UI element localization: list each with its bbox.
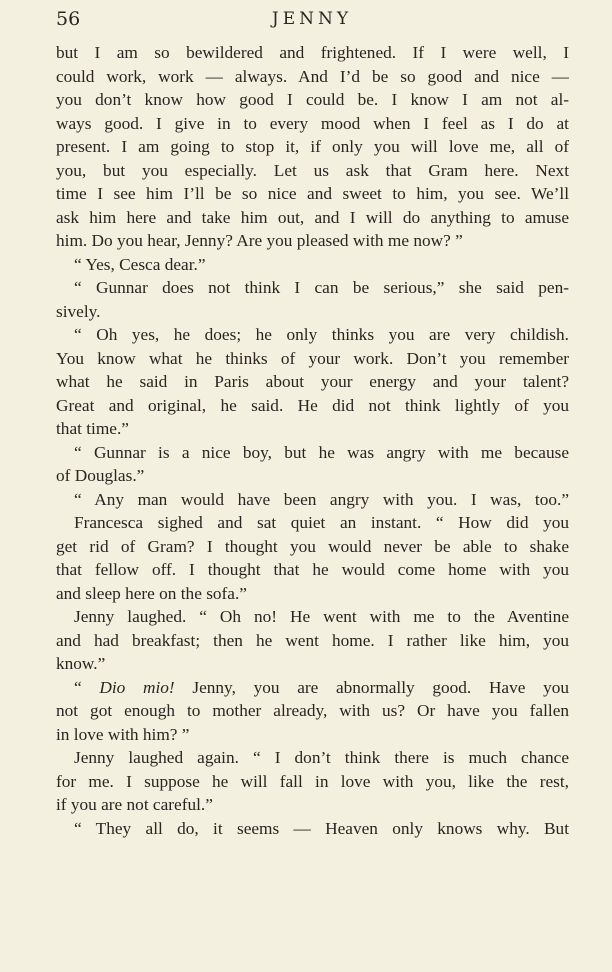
text-line: “ Gunnar is a nice boy, but he was angry with me because bbox=[74, 442, 569, 462]
text-line: and had breakfast; then he went home. I rather like him, you bbox=[56, 630, 569, 650]
text-line: that time.” bbox=[56, 419, 129, 438]
text-line: what he said in Paris about your energy and your talent? bbox=[56, 372, 569, 391]
text-line: could work, work — always. And I’d be so good and nice — bbox=[56, 66, 569, 86]
text-line: for me. I suppose he will fall in love with you, like the rest, bbox=[56, 771, 569, 791]
text-line: Francesca sighed and sat quiet an instant. “ How did you bbox=[74, 513, 569, 532]
text-line: ways good. I give in to every mood when I feel as I do at bbox=[56, 113, 569, 133]
text-line: if you are not careful.” bbox=[56, 795, 213, 814]
text-line: you, but you especially. Let us ask that Gram here. Next bbox=[56, 160, 569, 180]
text-line: and sleep here on the sofa.” bbox=[56, 583, 247, 603]
text-line: ask him here and take him out, and I will do anything to amuse bbox=[56, 207, 569, 227]
text-line: that fellow off. I thought that he would come home with you bbox=[56, 560, 569, 579]
text-line: Jenny laughed. “ Oh no! He went with me to the Aventine bbox=[74, 607, 569, 626]
text-line: “ Any man would have been angry with you. I was, too.” bbox=[74, 489, 569, 509]
text-line: you don’t know how good I could be. I know I am not al- bbox=[56, 90, 569, 109]
page-number: 56 bbox=[56, 8, 81, 30]
running-title: JENNY bbox=[271, 9, 353, 29]
text-line: “ Oh yes, he does; he only thinks you are very childish. bbox=[74, 325, 569, 344]
text-line: time I see him I’ll be so nice and sweet to him, you see. We’ll bbox=[56, 184, 569, 203]
text-line: of Douglas.” bbox=[56, 466, 145, 485]
italic-phrase: Dio mio! bbox=[99, 677, 175, 697]
text-line: but I am so bewildered and frightened. If I were well, I bbox=[56, 43, 569, 62]
text-line: “ Yes, Cesca dear.” bbox=[74, 254, 206, 274]
text-line: Great and original, he said. He did not think lightly of you bbox=[56, 395, 569, 415]
text-line: “ They all do, it seems — Heaven only knows why. But bbox=[74, 818, 569, 838]
text-line: him. Do you hear, Jenny? Are you pleased with me now? ” bbox=[56, 231, 463, 250]
text-line: present. I am going to stop it, if only you will love me, all of bbox=[56, 137, 569, 156]
text-line: get rid of Gram? I thought you would never be able to shake bbox=[56, 536, 569, 556]
text-line: Jenny laughed again. “ I don’t think there is much chance bbox=[74, 748, 569, 767]
text-line: not got enough to mother already, with us? Or have you fallen bbox=[56, 701, 569, 720]
text-line: “ Gunnar does not think I can be serious,” she said pen- bbox=[74, 278, 569, 297]
text-line bbox=[56, 676, 569, 700]
text-line: know.” bbox=[56, 654, 106, 673]
line-rest: Jenny, you are abnormally good. Have you bbox=[192, 677, 569, 697]
text-line: You know what he thinks of your work. Don’t you remember bbox=[56, 348, 569, 368]
text-line: in love with him? ” bbox=[56, 724, 190, 744]
body-text bbox=[56, 41, 569, 840]
quote-open: “ bbox=[74, 677, 100, 697]
text-line: sively. bbox=[56, 301, 101, 321]
